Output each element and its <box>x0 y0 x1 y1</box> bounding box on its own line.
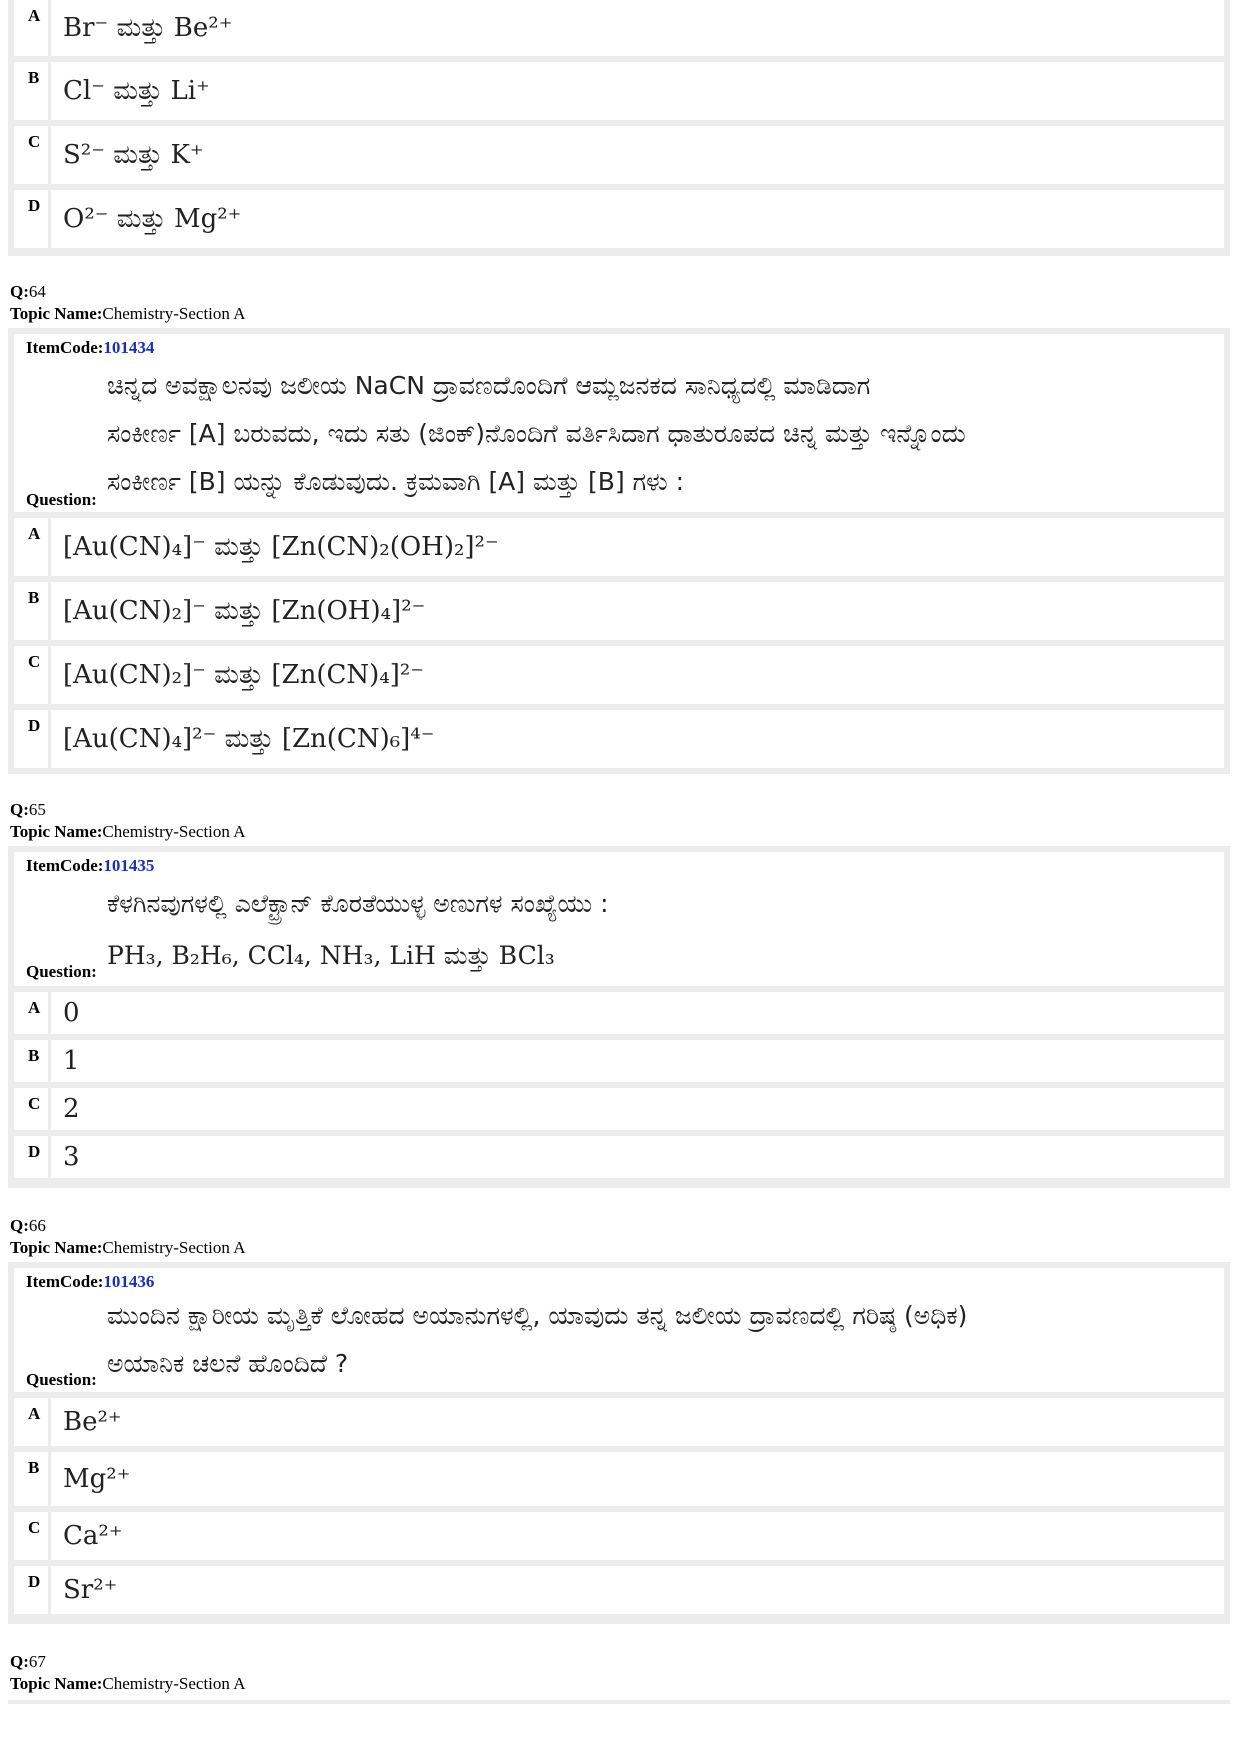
option-text: Cl⁻ ಮತ್ತು Li⁺ <box>63 75 210 106</box>
option-text: O²⁻ ಮತ್ತು Mg²⁺ <box>63 203 242 234</box>
topic-name: Topic Name:Chemistry-Section A <box>10 304 246 323</box>
divider <box>8 1700 1230 1704</box>
option-row <box>14 1398 1224 1446</box>
option-text: Br⁻ ಮತ್ತು Be²⁺ <box>63 12 233 43</box>
option-letter: C <box>28 1518 41 1537</box>
option-text: [Au(CN)₄]²⁻ ಮತ್ತು [Zn(CN)₆]⁴⁻ <box>63 723 435 754</box>
option-row <box>14 710 1224 768</box>
option-letter: A <box>28 524 41 543</box>
option-row <box>14 1566 1224 1614</box>
option-letter: D <box>28 1142 41 1161</box>
question-box <box>8 846 1230 992</box>
q66-options <box>8 1392 1230 1624</box>
option-row <box>14 1040 1224 1082</box>
option-row <box>14 62 1224 120</box>
q64-options <box>8 512 1230 774</box>
option-row <box>14 518 1224 576</box>
option-text: [Au(CN)₄]⁻ ಮತ್ತು [Zn(CN)₂(OH)₂]²⁻ <box>63 531 499 562</box>
question-text: ಮುಂದಿನ ಕ್ಷಾರೀಯ ಮೃತ್ತಿಕೆ ಲೋಹದ ಅಯಾನುಗಳಲ್ಲಿ, ಯಾವುದು ತನ್ನ ಜಲೀಯ ದ್ರಾವಣದಲ್ಲಿ ಗರಿಷ್ಠ (ಅಧಿಕ) ಅಯಾನಿಕ ಚಲನೆ ಹೊಂದಿದೆ ? <box>107 1301 968 1378</box>
option-text: 3 <box>63 1142 80 1172</box>
question-box <box>8 1262 1230 1398</box>
question-label: Question: <box>26 1370 97 1389</box>
option-letter: C <box>28 652 41 671</box>
option-row <box>14 582 1224 640</box>
option-row <box>14 646 1224 704</box>
question-number: Q:67 <box>10 1652 46 1671</box>
item-code: ItemCode:101434 <box>26 338 155 357</box>
option-letter: B <box>28 588 40 607</box>
option-letter: A <box>28 1404 41 1423</box>
option-text: 0 <box>63 998 80 1028</box>
option-text: Mg²⁺ <box>63 1464 131 1494</box>
option-text: Sr²⁺ <box>63 1575 118 1605</box>
option-row <box>14 190 1224 248</box>
q63-options <box>8 0 1230 256</box>
question-number: Q:64 <box>10 282 46 301</box>
option-text: Ca²⁺ <box>63 1521 123 1551</box>
option-letter: C <box>28 1094 41 1113</box>
option-text: Be²⁺ <box>63 1407 122 1437</box>
q65-options <box>8 986 1230 1188</box>
option-text: S²⁻ ಮತ್ತು K⁺ <box>63 139 204 170</box>
option-letter: A <box>28 6 41 25</box>
option-row <box>14 126 1224 184</box>
option-row <box>14 992 1224 1034</box>
item-code: ItemCode:101435 <box>26 856 155 875</box>
option-letter: B <box>28 1458 40 1477</box>
question-label: Question: <box>26 490 97 509</box>
option-row <box>14 1512 1224 1560</box>
option-text: [Au(CN)₂]⁻ ಮತ್ತು [Zn(OH)₄]²⁻ <box>63 595 426 626</box>
topic-name: Topic Name:Chemistry-Section A <box>10 1674 246 1693</box>
option-row <box>14 1088 1224 1130</box>
question-box <box>8 328 1230 518</box>
option-letter: B <box>28 1046 40 1065</box>
topic-name: Topic Name:Chemistry-Section A <box>10 1238 246 1257</box>
option-letter: C <box>28 132 41 151</box>
question-text: ಕೆಳಗಿನವುಗಳಲ್ಲಿ ಎಲೆಕ್ಟ್ರಾನ್ ಕೊರತೆಯುಳ್ಳ ಅಣುಗಳ ಸಂಖ್ಯೆಯು : PH₃, B₂H₆, CCl₄, NH₃, LiH ಮತ್ತು BCl₃ <box>107 889 609 970</box>
option-row <box>14 1136 1224 1178</box>
question-number: Q:65 <box>10 800 46 819</box>
option-text: 2 <box>63 1094 80 1124</box>
topic-name: Topic Name:Chemistry-Section A <box>10 822 246 841</box>
option-row <box>14 1452 1224 1506</box>
option-letter: D <box>28 1572 41 1591</box>
option-text: 1 <box>63 1046 80 1076</box>
option-letter: D <box>28 196 41 215</box>
option-letter: A <box>28 998 41 1017</box>
option-letter: D <box>28 716 41 735</box>
item-code: ItemCode:101436 <box>26 1272 155 1291</box>
question-label: Question: <box>26 962 97 981</box>
option-row <box>14 0 1224 56</box>
question-text: ಚಿನ್ನದ ಅವಕ್ಷಾಲನವು ಜಲೀಯ NaCN ದ್ರಾವಣದೊಂದಿಗೆ ಆಮ್ಲಜನಕದ ಸಾನಿಧ್ಯದಲ್ಲಿ ಮಾಡಿದಾಗ ಸಂಕೀರ್ಣ [A] ಬರುವದು, ಇದು ಸತು (ಜಿಂಕ್)ನೊಂದಿಗೆ ವರ್ತಿಸಿದಾಗ ಧಾತುರೂಪದ ಚಿನ್ನ ಮತ್ತು ಇನ್ನೊಂದು ಸಂಕೀರ್ಣ [B] ಯನ್ನು ಕೊಡುವುದು. ಕ್ರಮವಾಗಿ [A] ಮತ್ತು [B] ಗಳು : <box>107 371 966 496</box>
question-number: Q:66 <box>10 1216 46 1235</box>
option-text: [Au(CN)₂]⁻ ಮತ್ತು [Zn(CN)₄]²⁻ <box>63 659 424 690</box>
option-letter: B <box>28 68 40 87</box>
